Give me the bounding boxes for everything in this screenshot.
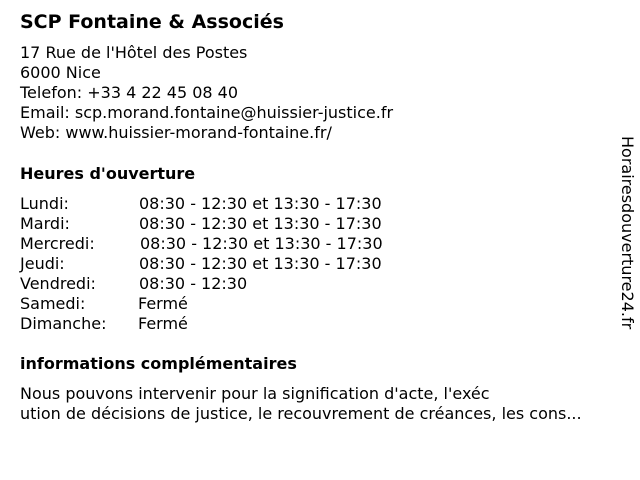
hours-day: Dimanche: [20,314,107,333]
info-heading: informations complémentaires [20,354,297,373]
hours-day: Mercredi: [20,234,95,253]
hours-heading: Heures d'ouverture [20,164,196,183]
hours-day: Mardi: [20,214,70,233]
hours-time: 08:30 - 12:30 et 13:30 - 17:30 [139,194,382,213]
hours-day: Vendredi: [20,274,96,293]
hours-time: 08:30 - 12:30 et 13:30 - 17:30 [139,214,382,233]
contact-block [20,43,393,143]
hours-day: Samedi: [20,294,86,313]
street-address: 17 Rue de l'Hôtel des Postes [20,43,248,62]
info-line: Nous pouvons intervenir pour la signification d'acte, l'exéc [20,384,490,403]
info-description [20,384,632,424]
phone-number: Telefon: +33 4 22 45 08 40 [20,83,239,102]
info-line: ution de décisions de justice, le recouvrement de créances, les cons... [20,404,582,423]
hours-day: Lundi: [20,194,69,213]
site-watermark-label: Horairesdouverture24.fr [618,136,637,330]
hours-time: 08:30 - 12:30 [139,274,248,293]
business-title: SCP Fontaine & Associés [20,11,284,33]
website: Web: www.huissier-morand-fontaine.fr/ [20,123,332,142]
hours-day: Jeudi: [20,254,65,273]
hours-time: 08:30 - 12:30 et 13:30 - 17:30 [140,234,383,253]
city: 6000 Nice [20,63,101,82]
hours-time: Fermé [138,314,188,333]
hours-time: 08:30 - 12:30 et 13:30 - 17:30 [139,254,382,273]
email-address: Email: scp.morand.fontaine@huissier-justice.fr [20,103,394,122]
hours-time: Fermé [138,294,188,313]
